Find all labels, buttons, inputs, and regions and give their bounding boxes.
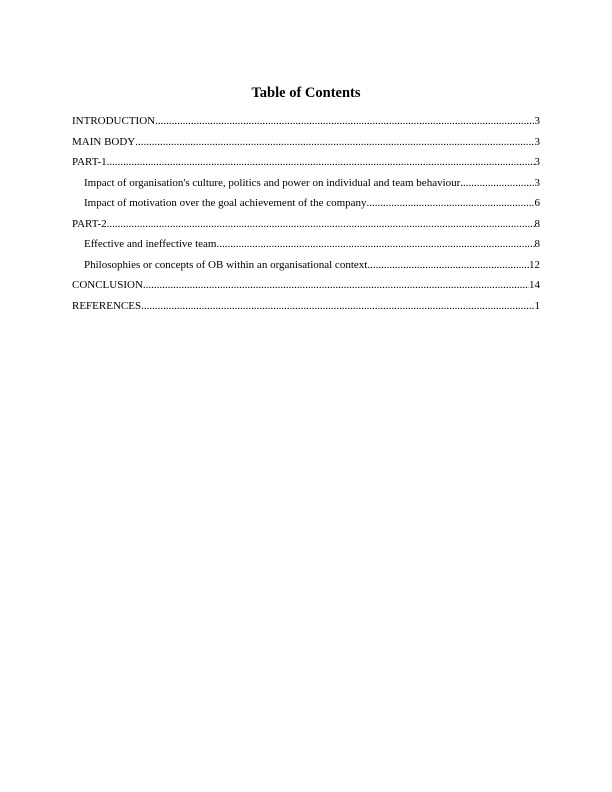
toc-entry-part-1[interactable] [72, 152, 540, 173]
dot-leader [460, 173, 534, 194]
dot-leader [135, 132, 534, 153]
dot-leader [155, 111, 534, 132]
dot-leader [107, 214, 535, 235]
toc-entry-references[interactable] [72, 296, 540, 317]
toc-page-number: 12 [529, 258, 540, 271]
dot-leader [143, 275, 529, 296]
dot-leader [141, 296, 534, 317]
toc-page-number: 3 [534, 135, 540, 148]
toc-entry-main-body[interactable] [72, 132, 540, 153]
toc-entry-text: PART-2 [72, 217, 107, 230]
toc-page-number: 1 [534, 299, 540, 312]
toc-entry-part-2[interactable] [72, 214, 540, 235]
toc-entry-culture-politics-power[interactable] [72, 173, 540, 194]
page-title: Table of Contents [251, 85, 361, 101]
dot-leader [367, 193, 535, 214]
toc-entry-text: CONCLUSION [72, 279, 143, 291]
table-of-contents [72, 111, 540, 316]
toc-page-number: 3 [534, 176, 540, 189]
toc-entry-conclusion[interactable] [72, 275, 540, 296]
toc-page-number: 3 [534, 156, 540, 168]
toc-entry-text: Impact of organisation's culture, politics and power on individual and team behaviour [84, 176, 461, 189]
toc-page-number: 3 [534, 115, 540, 127]
toc-entry-ob-philosophies[interactable] [72, 255, 540, 276]
toc-entry-text: Philosophies or concepts of OB within an organisational context [84, 258, 368, 271]
toc-entry-effective-team[interactable] [72, 234, 540, 255]
toc-entry-text: REFERENCES [72, 299, 142, 312]
toc-entry-text: Effective and ineffective team [84, 238, 217, 250]
dot-leader [107, 152, 535, 173]
toc-page-number: 8 [534, 217, 540, 230]
toc-entry-text: Impact of motivation over the goal achievement of the company [84, 197, 367, 209]
toc-entry-introduction[interactable] [72, 111, 540, 132]
toc-page-number: 8 [534, 238, 540, 250]
dot-leader [367, 255, 529, 276]
toc-page-number: 14 [529, 279, 540, 291]
toc-page-number: 6 [534, 197, 540, 209]
dot-leader [216, 234, 534, 255]
toc-entry-text: PART-1 [72, 156, 107, 168]
toc-entry-text: MAIN BODY [72, 135, 136, 148]
toc-entry-text: INTRODUCTION [72, 115, 156, 127]
toc-entry-motivation[interactable] [72, 193, 540, 214]
